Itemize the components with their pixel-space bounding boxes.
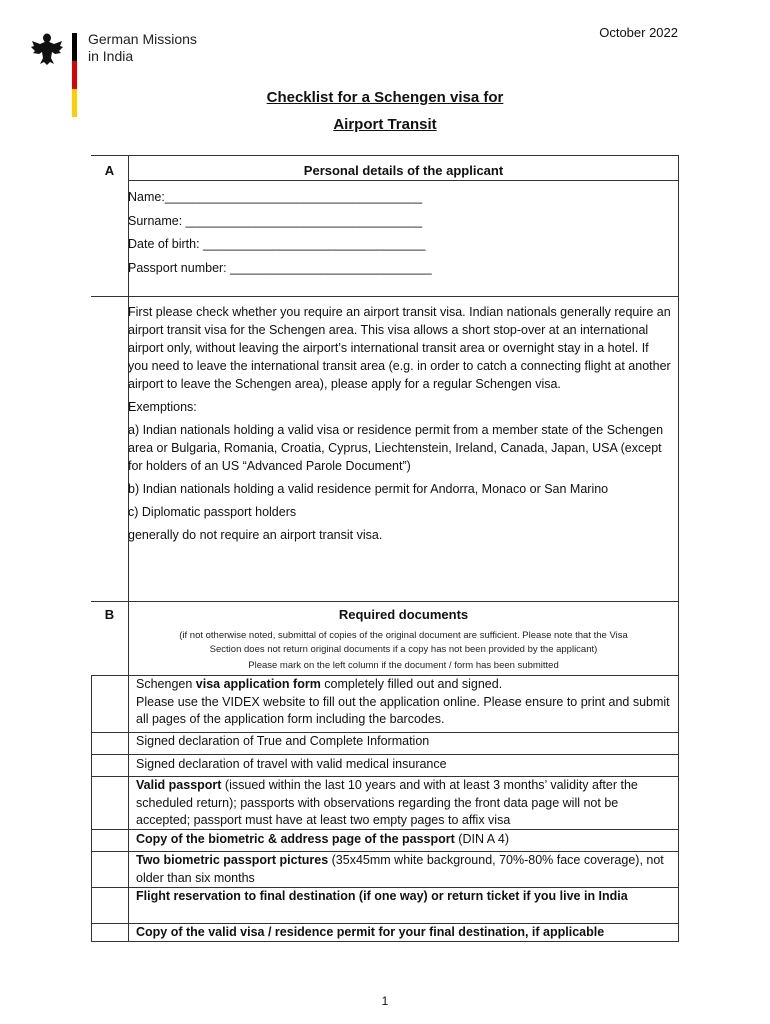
checklist-table — [91, 155, 679, 941]
transit-visa-info — [128, 303, 671, 549]
checkbox-final-visa[interactable] — [91, 924, 128, 941]
checkbox-declaration-insurance[interactable] — [91, 755, 128, 776]
federal-eagle-icon — [30, 30, 64, 66]
checkbox-visa-form[interactable] — [91, 676, 128, 732]
name-field[interactable]: Name:_____________________________________ — [128, 190, 423, 204]
doc-r1-pre: Schengen — [136, 677, 196, 691]
exemption-c: c) Diplomatic passport holders — [128, 505, 297, 519]
note-line1: (if not otherwise noted, submittal of copies of the original document are sufficient. Please note that the Visa — [179, 630, 628, 641]
document-date: October 2022 — [599, 25, 678, 40]
doc-r4-rest: (issued within the last 10 years and with at least 3 months’ validity after the scheduled return); passports with observations regarding the front data page will not be accepted; passport must have at least two empty pages to affix visa — [136, 778, 638, 827]
table-border-top — [91, 155, 679, 156]
table-border-right — [678, 155, 679, 941]
table-line-r2 — [91, 754, 679, 755]
section-b-heading: Required documents — [338, 607, 469, 622]
surname-field[interactable]: Surname: __________________________________ — [128, 213, 423, 228]
doc-declaration-insurance: Signed declaration of travel with valid medical insurance — [136, 757, 447, 771]
note-line2: Section does not return original documents if a copy has not been provided by the applicant) — [209, 644, 598, 655]
german-missions-logo — [30, 30, 230, 120]
doc-valid-passport — [128, 777, 673, 830]
doc-r4-bold: Valid passport — [136, 778, 222, 792]
doc-r5-bold: Copy of the biometric & address page of the passport — [136, 832, 455, 846]
doc-r1-bold: visa application form — [195, 677, 321, 691]
exemption-b: b) Indian nationals holding a valid residence permit for Andorra, Monaco or San Marino — [128, 482, 609, 496]
section-b-letter: B — [104, 607, 115, 622]
passport-number-field[interactable]: Passport number: _____________________________ — [128, 260, 432, 275]
section-a-heading: Personal details of the applicant — [303, 163, 504, 178]
doc-visa-application — [128, 676, 673, 729]
exemption-closing: generally do not require an airport transit visa. — [128, 528, 383, 542]
table-line-a-head — [128, 180, 679, 181]
checkbox-flight[interactable] — [91, 888, 128, 923]
section-a-letter: A — [104, 163, 115, 178]
checkbox-passport[interactable] — [91, 777, 128, 829]
doc-passport-copy — [128, 831, 673, 849]
doc-r6-rest: (35x45mm white background, 70%-80% face coverage), not older than six months — [136, 853, 664, 885]
org-name — [88, 31, 197, 65]
doc-declaration-true: Signed declaration of True and Complete Information — [136, 734, 430, 748]
table-line-a-fields — [91, 296, 679, 297]
org-name-line2: in India — [88, 48, 134, 64]
note-line3: Please mark on the left column if the document / form has been submitted — [248, 660, 559, 671]
doc-r1-post: completely filled out and signed. — [320, 677, 503, 691]
page-number: 1 — [381, 994, 389, 1008]
date-of-birth-field[interactable]: Date of birth: ________________________________ — [128, 237, 426, 251]
section-b-note — [128, 629, 679, 673]
doc-passport-pictures — [128, 852, 673, 887]
doc-final-visa — [128, 924, 673, 942]
checkbox-declaration-true[interactable] — [91, 733, 128, 754]
doc-r7-bold: Flight reservation to final destination (if one way) or return ticket if you live in India — [136, 889, 628, 903]
checkbox-passport-copy[interactable] — [91, 830, 128, 851]
table-line-section-b — [91, 601, 679, 602]
exemption-a: a) Indian nationals holding a valid visa or residence permit from a member state of the Schengen area or Bulgaria, Romania, Croatia, Cyprus, Liechtenstein, Ireland, Canada, Japan, USA (except for holders of an US “Advanced Parole Document”) — [128, 423, 664, 473]
info-paragraph: First please check whether you require an airport transit visa. Indian nationals generally require an airport transit visa for the Schengen area. This visa allows a short stop-over at an international airport only, without leaving the airport’s international transit area or overnight stay in a hotel. If you need to leave the international transit area (e.g. in order to catch a connecting flight at another airport to leave the Schengen area), please apply for a regular Schengen visa. — [128, 305, 671, 391]
page-title-line2: Airport Transit — [333, 116, 437, 133]
page-title-line1: Checklist for a Schengen visa for — [266, 89, 504, 106]
doc-flight-reservation — [128, 888, 673, 906]
exemptions-label: Exemptions: — [128, 400, 197, 414]
doc-r5-rest: (DIN A 4) — [454, 832, 509, 846]
doc-r8-bold: Copy of the valid visa / residence permit for your final destination, if applicable — [136, 925, 605, 939]
doc-r1-line2: Please use the VIDEX website to fill out the application online. Please ensure to print and submit all pages of the application form including the barcodes. — [136, 694, 670, 726]
personal-details-fields — [128, 186, 671, 280]
doc-r6-bold: Two biometric passport pictures — [136, 853, 329, 867]
checkbox-pictures[interactable] — [91, 852, 128, 887]
org-name-line1: German Missions — [88, 31, 197, 47]
